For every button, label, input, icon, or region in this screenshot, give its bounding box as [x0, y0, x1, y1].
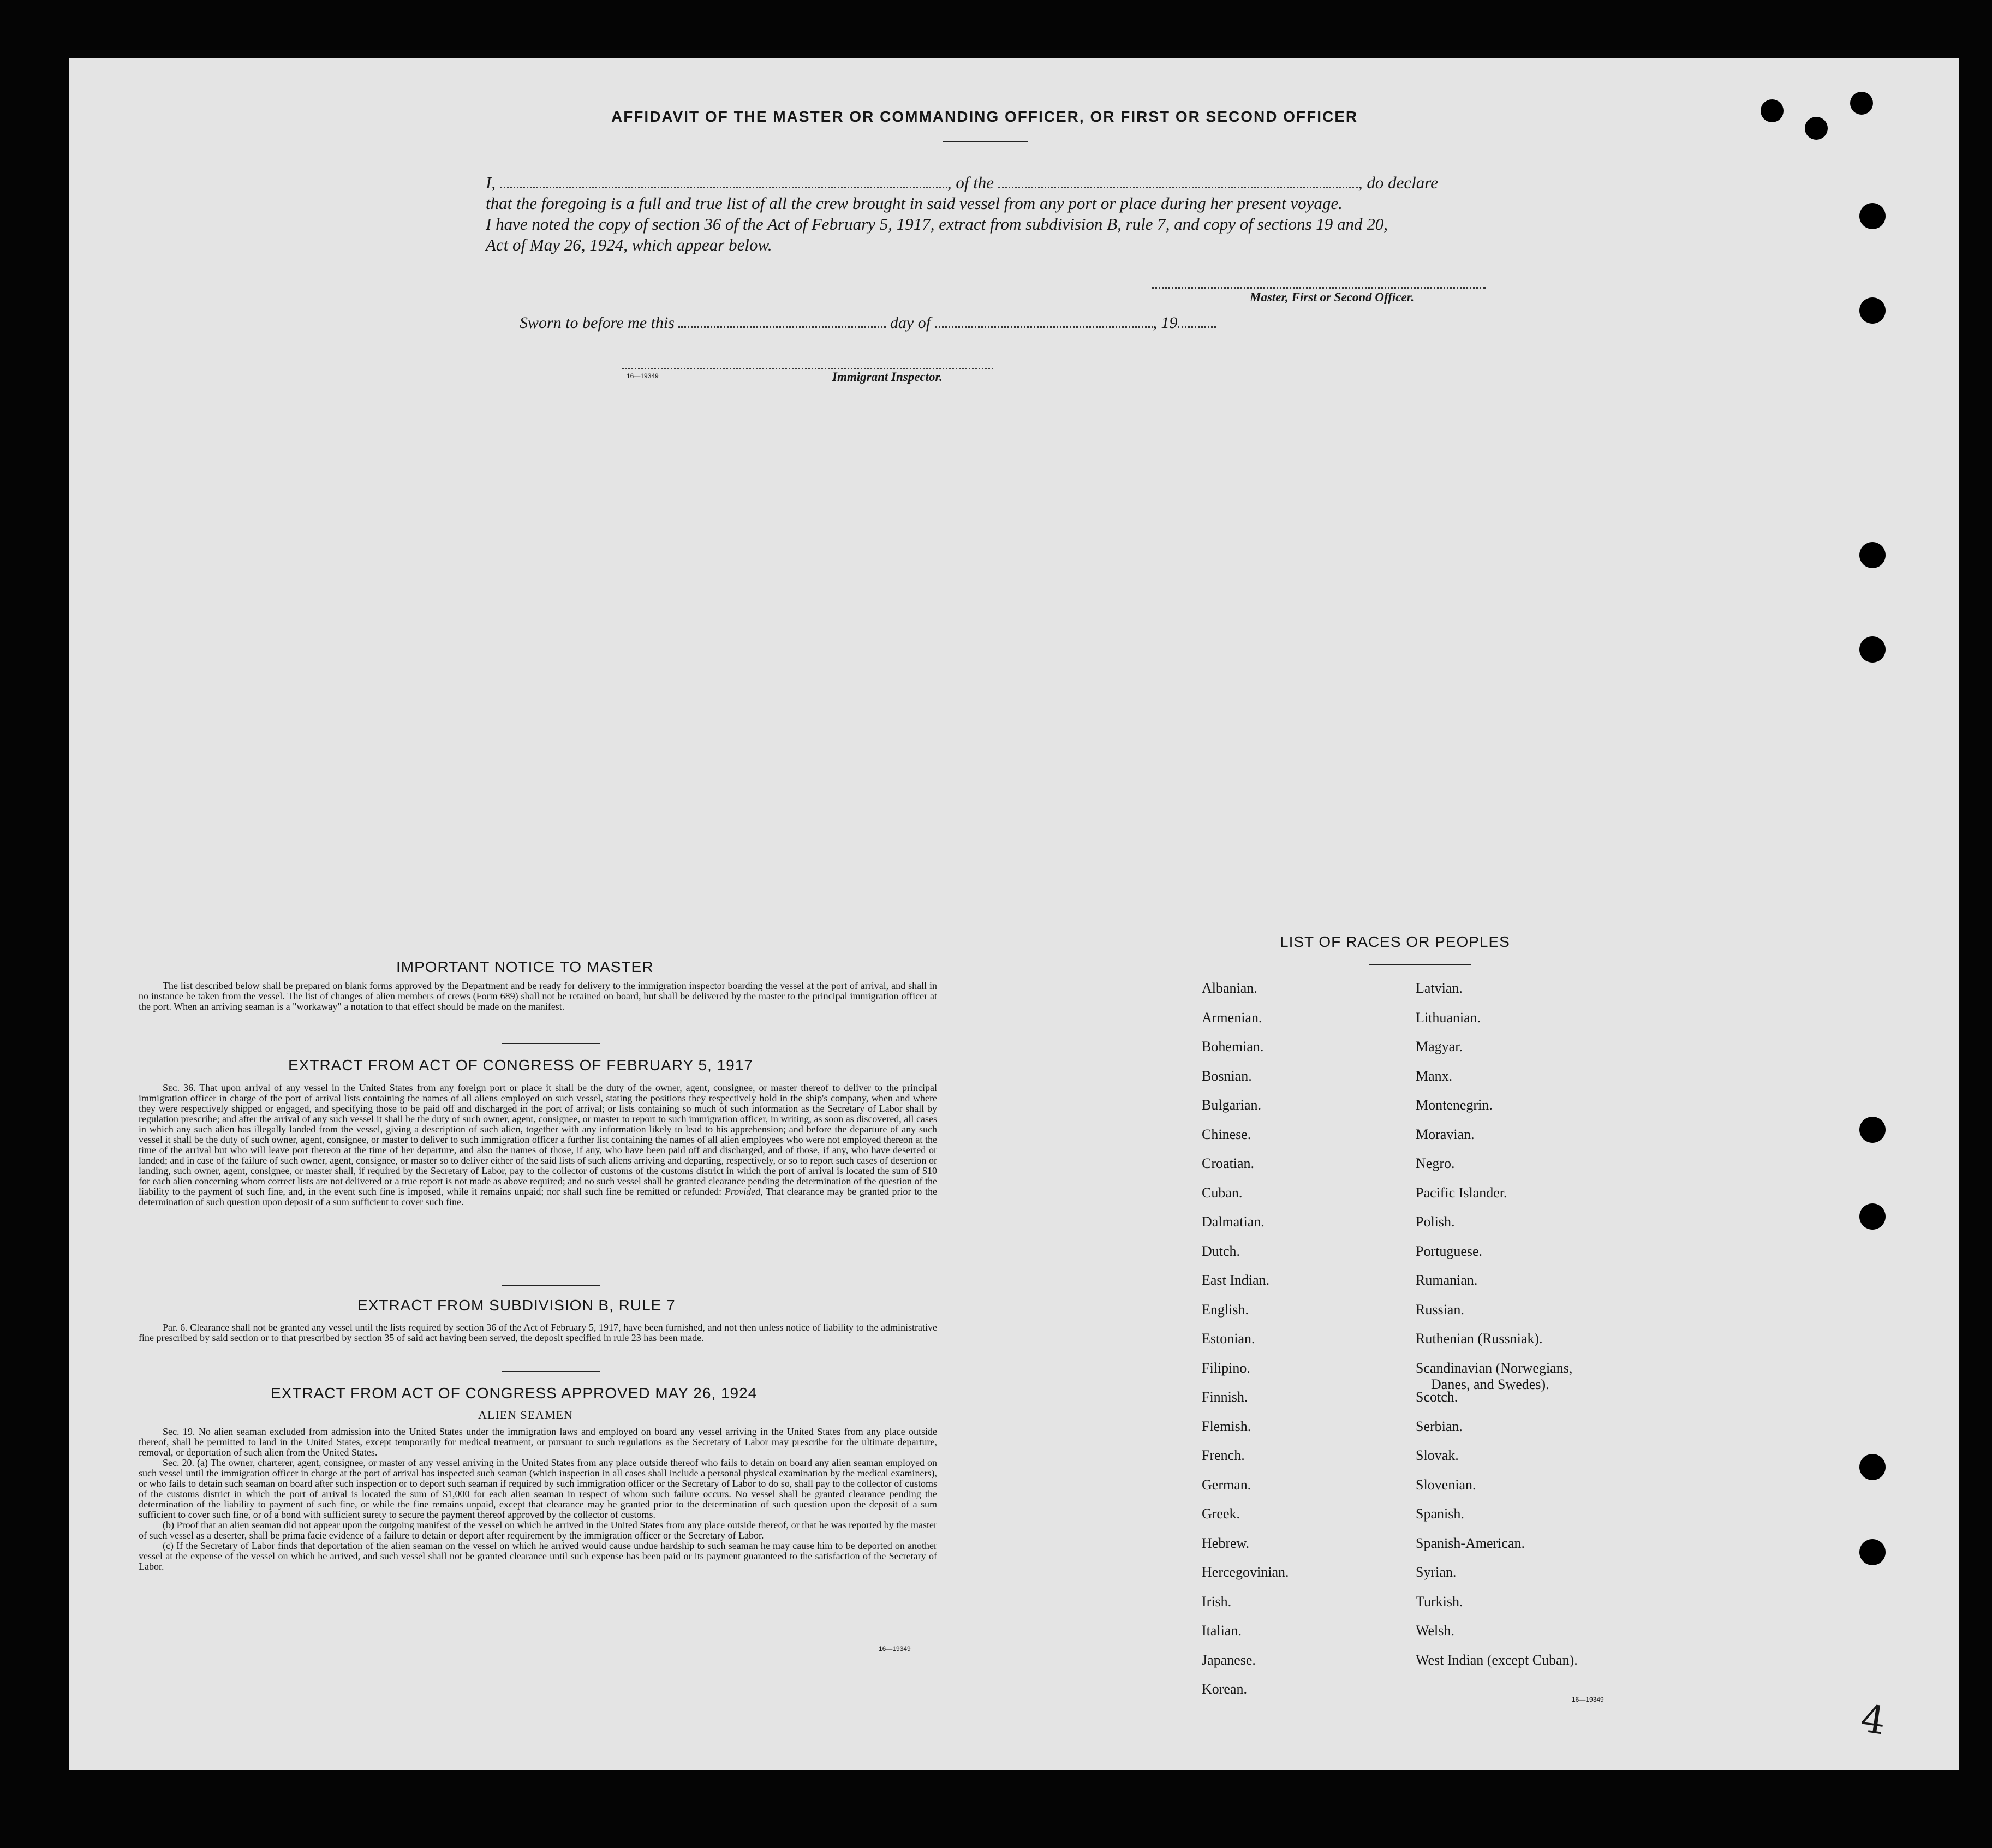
punch-hole: [1859, 297, 1886, 324]
race-item-right: Montenegrin.: [1416, 1097, 1493, 1113]
extract-1924-form-code: 16—19349: [879, 1645, 911, 1653]
race-item-right: Manx.: [1416, 1068, 1453, 1084]
punch-hole: [1859, 203, 1886, 229]
race-item-right: Slovak.: [1416, 1447, 1459, 1463]
punch-hole: [1859, 636, 1886, 663]
race-item-left: Japanese.: [1202, 1652, 1256, 1668]
alien-seamen-subtitle: ALIEN SEAMEN: [478, 1408, 573, 1422]
race-item-right: Polish.: [1416, 1214, 1455, 1230]
notice-rule: [502, 1043, 600, 1044]
race-item-left: Bulgarian.: [1202, 1097, 1262, 1113]
extract-1917-title: EXTRACT FROM ACT OF CONGRESS OF FEBRUARY 5, 1917: [288, 1057, 753, 1074]
race-item-right: Lithuanian.: [1416, 1009, 1481, 1026]
sworn-year-field[interactable]: [1178, 312, 1216, 328]
master-signature-caption: Master, First or Second Officer.: [1250, 290, 1415, 304]
race-item-left: French.: [1202, 1447, 1245, 1463]
race-item-left: Korean.: [1202, 1681, 1248, 1697]
notice-body: The list described below shall be prepared on blank forms approved by the Department and be ready for delivery to the immigration inspector boarding the vessel at the port of arrival, and shall in no instance be taken from the vessel. The list of changes of alien members of crews (Form 689) shall not be retained on board, but shall be delivered by the master to the principal immigration officer at the port. When an arriving seaman is a "workaway" a notation to that effect should be made on the manifest.: [139, 980, 937, 1012]
declaration-line-1: [486, 172, 1506, 193]
extract-1917-rule: [502, 1285, 600, 1286]
race-item-left: English.: [1202, 1301, 1249, 1318]
title-rule: [943, 141, 1028, 142]
sec-20c-text: (c) If the Secretary of Labor finds that deportation of the alien seaman on the vessel on which he arrived would cause undue hardship to such seaman he may cause him to be deported on another vessel at the expense of the vessel on which he arrived, and such vessel shall not be granted clearance until such expense has been paid or its payment guaranteed to the satisfaction of the Secretary of Labor.: [139, 1540, 937, 1572]
race-item-left: Italian.: [1202, 1623, 1242, 1638]
race-item-right: West Indian (except Cuban).: [1416, 1652, 1578, 1668]
sec-19-text: Sec. 19. No alien seaman excluded from admission into the United States under the immigration laws and employed on board any vessel arriving in the United States from any place outside thereof, shall be permitted to land in the United States, except temporarily for medical treatment, or pursuant to such regulations as the Secretary of Labor may prescribe for the ultimate departure, removal, or deportation of such alien from the United States.: [139, 1426, 937, 1458]
race-item-left: East Indian.: [1202, 1272, 1270, 1288]
punch-hole: [1859, 542, 1886, 568]
races-rule: [1369, 964, 1471, 965]
race-item-right: Scandinavian (Norwegians,: [1416, 1360, 1573, 1376]
notice-title: IMPORTANT NOTICE TO MASTER: [396, 958, 654, 975]
vessel-name-field[interactable]: [998, 172, 1358, 188]
race-item-left: Chinese.: [1202, 1126, 1251, 1142]
declarant-prefix: I,: [486, 173, 496, 192]
race-item-left: Filipino.: [1202, 1360, 1250, 1376]
race-item-left: Finnish.: [1202, 1389, 1248, 1405]
extract-1917-sec-label: Sec. 36.: [163, 1082, 196, 1093]
race-item-left: Dutch.: [1202, 1243, 1240, 1259]
extract-1917-provided: Provided,: [724, 1186, 763, 1197]
race-item-right: Serbian.: [1416, 1418, 1463, 1434]
race-item-left: Cuban.: [1202, 1184, 1243, 1201]
declaration-line-4: Act of May 26, 1924, which appear below.: [486, 235, 772, 254]
sworn-month-field[interactable]: [935, 312, 1153, 328]
race-item-right: Welsh.: [1416, 1623, 1454, 1638]
race-item-right: Magyar.: [1416, 1039, 1463, 1054]
race-item-left: Croatian.: [1202, 1155, 1255, 1171]
race-item-right: Moravian.: [1416, 1126, 1475, 1142]
sworn-day-field[interactable]: [678, 312, 886, 328]
race-item-left: Hebrew.: [1202, 1535, 1250, 1551]
race-item-right: Spanish-American.: [1416, 1535, 1525, 1551]
race-item-right: Latvian.: [1416, 980, 1463, 996]
extract-1917-body: [139, 1083, 937, 1207]
declare-text: , do declare: [1358, 173, 1438, 192]
punch-hole: [1805, 117, 1828, 140]
punch-hole: [1859, 1454, 1886, 1480]
extract-1924-title: EXTRACT FROM ACT OF CONGRESS APPROVED MAY 26, 1924: [271, 1385, 758, 1402]
race-item-left: Flemish.: [1202, 1418, 1251, 1434]
inspector-caption: Immigrant Inspector.: [832, 370, 943, 384]
master-signature-line[interactable]: [1152, 287, 1486, 289]
punch-hole: [1859, 1117, 1886, 1143]
race-item-right: Negro.: [1416, 1155, 1455, 1171]
sec-20b-text: (b) Proof that an alien seaman did not appear upon the outgoing manifest of the vessel on which he arrived in the United States from any place outside thereof, or that he was reported by the master of such vessel as a deserter, shall be prima facie evidence of a failure to detain or deport after requirement by the immigration officer or the Secretary of Labor.: [139, 1519, 937, 1541]
affidavit-title: AFFIDAVIT OF THE MASTER OR COMMANDING OFFICER, OR FIRST OR SECOND OFFICER: [611, 108, 1358, 125]
race-item-left: Armenian.: [1202, 1009, 1262, 1026]
race-item-right: Slovenian.: [1416, 1476, 1476, 1493]
declaration-line-3: I have noted the copy of section 36 of the Act of February 5, 1917, extract from subdivision B, rule 7, and copy of sections 19 and 20,: [486, 214, 1388, 234]
declaration-line-2: that the foregoing is a full and true list of all the crew brought in said vessel from any port or place during her present voyage.: [486, 194, 1343, 213]
races-form-code: 16—19349: [1572, 1696, 1604, 1703]
race-item-left: German.: [1202, 1476, 1251, 1493]
extract-1917-tail: That clearance may be granted prior to the determination of such question upon deposit of a sum sufficient to cover such fine.: [139, 1186, 937, 1207]
year-text: , 19: [1153, 314, 1178, 332]
race-item-left: Greek.: [1202, 1506, 1240, 1522]
rule7-title: EXTRACT FROM SUBDIVISION B, RULE 7: [357, 1297, 676, 1314]
race-item-right: Portuguese.: [1416, 1243, 1483, 1259]
sworn-text: Sworn to before me this: [520, 314, 675, 332]
affidavit-form-code: 16—19349: [627, 372, 659, 380]
inspector-signature-line[interactable]: [622, 368, 993, 369]
race-item-left: Hercegovinian.: [1202, 1564, 1289, 1580]
race-item-right: Pacific Islander.: [1416, 1184, 1507, 1201]
race-item-left: Albanian.: [1202, 980, 1257, 996]
punch-hole: [1859, 1203, 1886, 1230]
race-item-right: Rumanian.: [1416, 1272, 1478, 1288]
race-item-right: Spanish.: [1416, 1506, 1464, 1522]
affidavit-declaration: [486, 172, 1506, 255]
handwritten-margin-number: 4: [1858, 1696, 1889, 1744]
day-of-text: day of: [890, 314, 931, 332]
race-item-right: Ruthenian (Russniak).: [1416, 1331, 1543, 1346]
race-item-left: Bosnian.: [1202, 1068, 1252, 1084]
race-item-right: Danes, and Swedes).: [1431, 1376, 1549, 1392]
punch-hole: [1859, 1539, 1886, 1565]
race-item-right: Syrian.: [1416, 1564, 1457, 1580]
race-item-right: Russian.: [1416, 1301, 1464, 1318]
race-item-right: Scotch.: [1416, 1389, 1458, 1405]
race-item-left: Estonian.: [1202, 1331, 1255, 1346]
extract-1917-text: That upon arrival of any vessel in the United States from any foreign port or place it shall be the duty of the owner, agent, consignee, or master thereof to deliver to the principal immigration officer in charge of the port of arrival lists containing the names of all aliens employed on such vessel, stating the positions they respectively hold in the ship's company, when and where they were respectively shipped or engaged, and specifying those to be paid off and discharged in the port of arrival; or lists containing so much of such information as the Secretary of Labor shall by regulation prescribe; and after the arrival of any such vessel it shall be the duty of such owner, agent, consignee, or master to report to such immigration officer, in writing, as soon as discovered, all cases in which any such alien has illegally landed from the vessel, giving a description of such alien, together with any information likely to lead to his apprehension; and before the departure of any such vessel it shall be the duty of such owner, agent, consignee, or master to deliver to such immigration officer a further list containing the names of all alien employees who were not employed thereon at the time of the arrival but who will leave port thereon at the time of her departure, and also the names of those, if any, who have been paid off and discharged, and of those, if any, who have deserted or landed; and in case of the failure of such owner, agent, consignee, or master so to deliver either of the said lists of such aliens arriving and departing, respectively, or so to report such cases of desertion or landing, such owner, agent, consignee, or master shall, if required by the Secretary of Labor, pay to the collector of customs of the customs district in which the port of arrival is located the sum of $10 for each alien concerning whom correct lists are not delivered or a true report is not made as above required; and no such vessel shall be granted clearance pending the determination of the question of the liability to the payment of such fine, and, in the event such fine is imposed, while it remains unpaid; nor shall such fine be remitted or refunded:: [139, 1082, 937, 1197]
declarant-name-field[interactable]: [500, 172, 947, 188]
sec-20a-text: Sec. 20. (a) The owner, charterer, agent, consignee, or master of any vessel arriving in the United States from any place outside thereof who fails to detain on board any alien seaman employed on such vessel until the immigration officer in charge at the port of arrival has inspected such seaman (which inspection in all cases shall include a personal physical examination by the medical examiners), or who fails to detain such seaman on board after such inspection or to deport such seaman if required by such immigration officer or the Secretary of Labor to do so, shall pay to the collector of customs of the customs district in which the port of arrival is located the sum of $1,000 for each alien seaman in respect of whom such failure occurs. No vessel shall be granted clearance pending the determination of the liability to payment of such fine, or while the fine remains unpaid, except that clearance may be granted prior to the determination of such question upon the deposit of a sum sufficient to cover such fine, or of a bond with sufficient surety to secure the payment thereof approved by the collector of customs.: [139, 1457, 937, 1520]
of-the-text: , of the: [947, 173, 994, 192]
race-item-right: Turkish.: [1416, 1593, 1463, 1609]
sworn-line: [520, 312, 1216, 332]
punch-hole: [1850, 92, 1873, 115]
punch-hole: [1761, 99, 1784, 122]
races-title: LIST OF RACES OR PEOPLES: [1280, 933, 1510, 950]
race-item-left: Irish.: [1202, 1593, 1232, 1609]
rule7-rule: [502, 1371, 600, 1372]
race-item-left: Bohemian.: [1202, 1039, 1264, 1054]
race-item-left: Dalmatian.: [1202, 1214, 1265, 1230]
extract-1924-body: [139, 1427, 937, 1572]
rule7-body: Par. 6. Clearance shall not be granted any vessel until the lists required by section 36 of the Act of February 5, 1917, have been furnished, and not then unless notice of liability to the administrative fine prescribed by said section or to that prescribed by section 35 of said act having been served, the deposit specified in rule 23 has been made.: [139, 1322, 937, 1343]
